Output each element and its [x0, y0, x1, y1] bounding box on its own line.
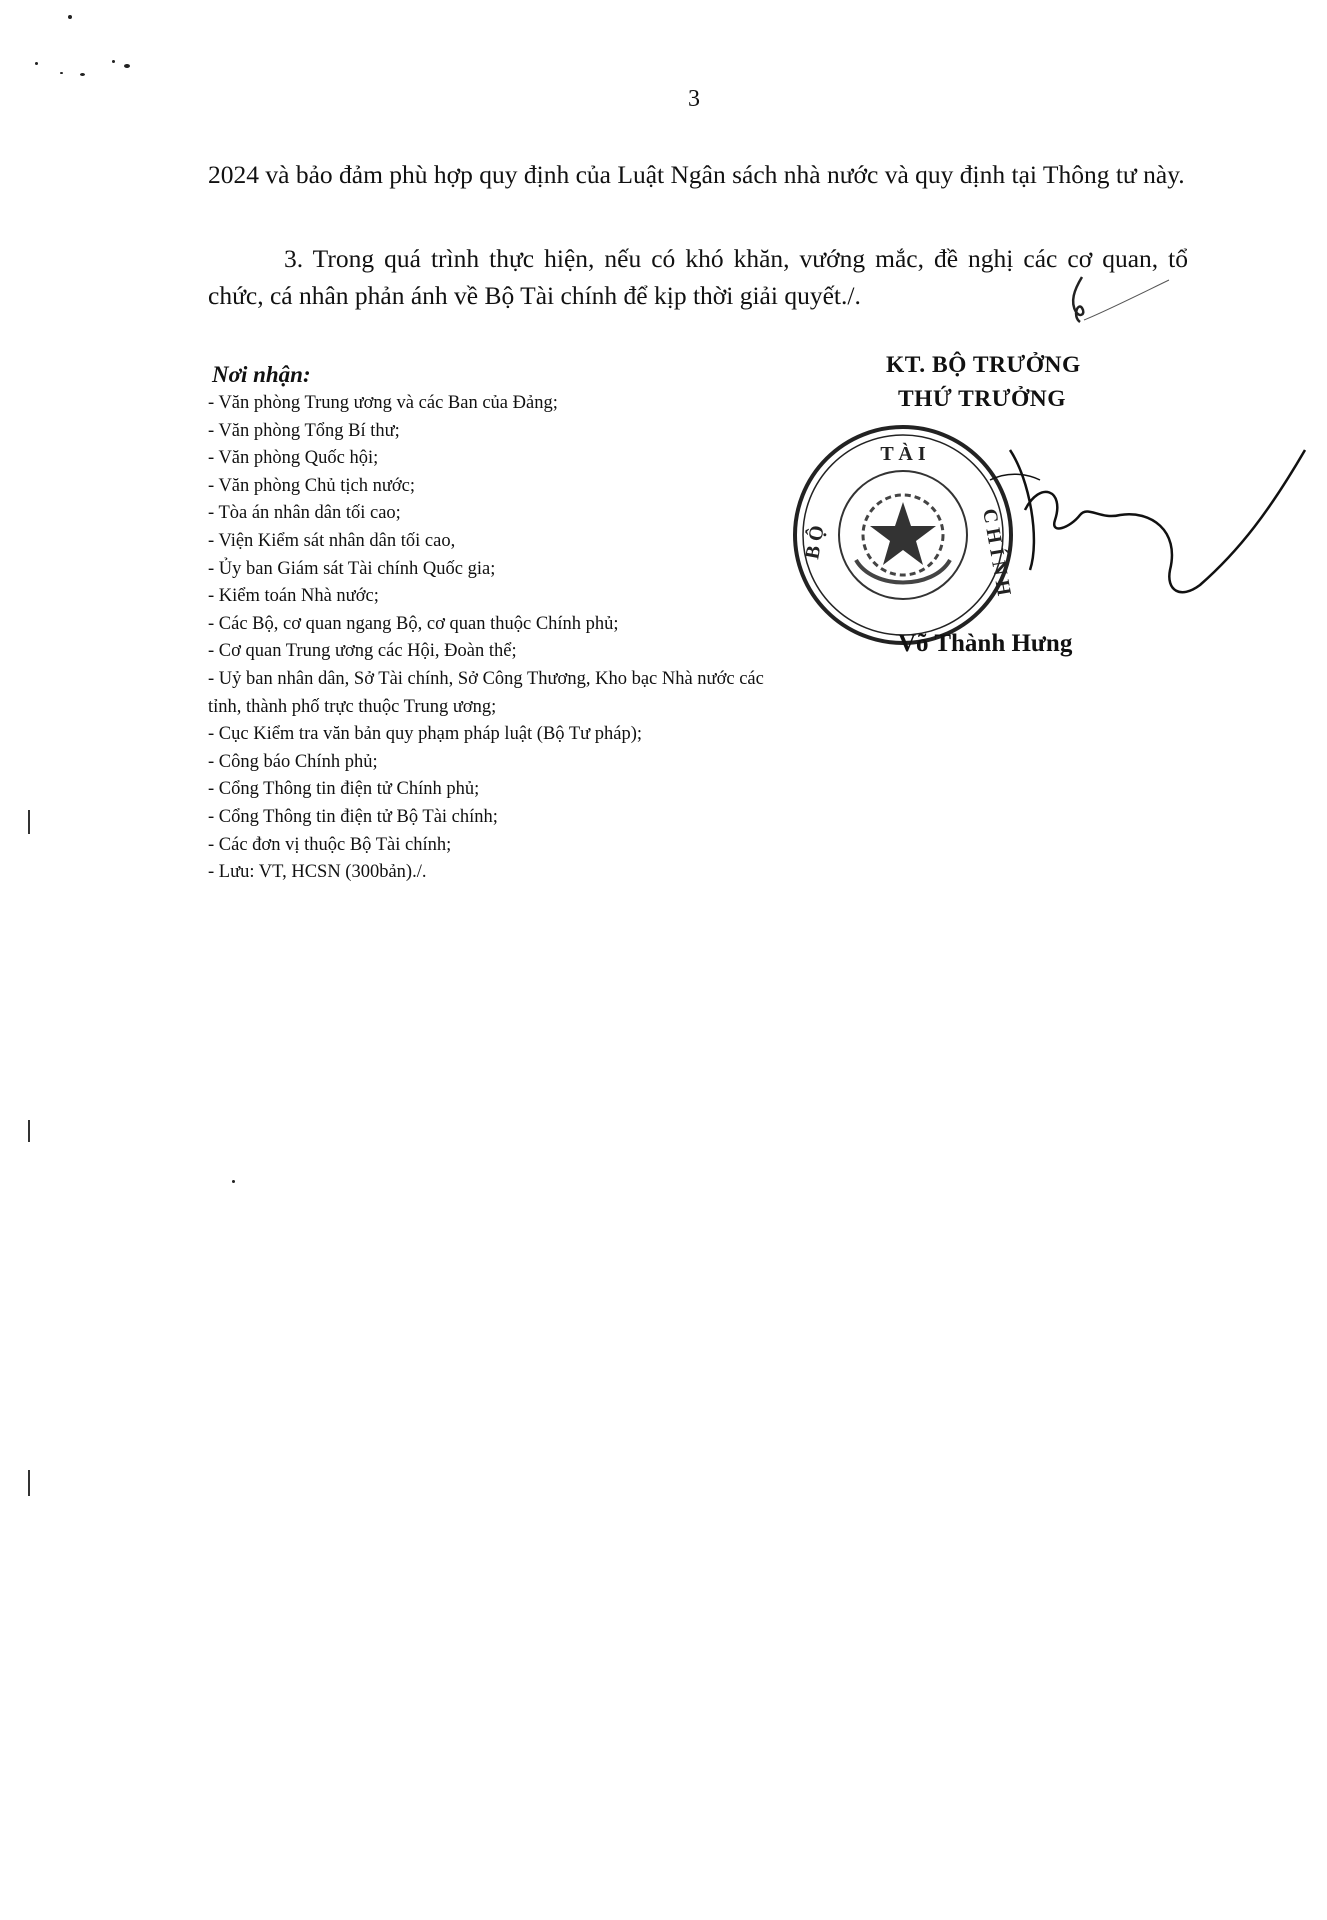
recipient-item: - Kiểm toán Nhà nước;: [208, 586, 379, 607]
signature-block: [800, 350, 1320, 690]
recipient-item: - Uỷ ban nhân dân, Sở Tài chính, Sở Công Thương, Kho bạc Nhà nước các tỉnh, thành phố trực thuộc Trung ương;: [208, 668, 764, 717]
scan-speck: [68, 15, 72, 19]
recipient-item: - Cổng Thông tin điện tử Chính phủ;: [208, 779, 480, 800]
handwritten-initial: [1064, 272, 1174, 332]
recipients-title: Nơi nhận:: [212, 362, 311, 387]
svg-text:T À I: T À I: [880, 443, 926, 465]
signer-title-line-2: THỨ TRƯỞNG: [898, 386, 1066, 412]
scan-margin-mark: [28, 810, 30, 834]
recipient-item: - Cổng Thông tin điện tử Bộ Tài chính;: [208, 806, 498, 827]
handwritten-signature: [970, 420, 1310, 620]
recipient-item: - Viện Kiểm sát nhân dân tối cao,: [208, 530, 456, 551]
signer-title-line-1: KT. BỘ TRƯỞNG: [886, 352, 1081, 378]
recipient-item: - Tòa án nhân dân tối cao;: [208, 503, 401, 524]
scan-speck: [35, 62, 38, 65]
recipient-item: - Lưu: VT, HCSN (300bản)./.: [208, 862, 427, 883]
signer-name: Võ Thành Hưng: [898, 630, 1073, 657]
scan-margin-mark: [28, 1120, 30, 1142]
recipient-item: - Văn phòng Tổng Bí thư;: [208, 420, 400, 441]
recipient-item: - Các Bộ, cơ quan ngang Bộ, cơ quan thuộc Chính phủ;: [208, 613, 619, 634]
recipient-item: - Công báo Chính phủ;: [208, 751, 378, 772]
svg-text:C H Í N H: C H Í N H: [978, 507, 1015, 598]
recipient-item: - Văn phòng Trung ương và các Ban của Đảng;: [208, 393, 558, 413]
recipient-item: - Các đơn vị thuộc Bộ Tài chính;: [208, 834, 452, 855]
svg-text:B Ộ: B Ộ: [801, 523, 829, 561]
scan-speck: [60, 72, 63, 74]
body-paragraph-2: 3. Trong quá trình thực hiện, nếu có khó khăn, vướng mắc, đề nghị các cơ quan, tổ chức, cá nhân phản ánh về Bộ Tài chính để kịp thời giải quyết./.: [208, 244, 1188, 310]
page-number: 3: [688, 86, 700, 112]
scan-speck: [232, 1180, 235, 1183]
recipients-list: [208, 362, 808, 887]
recipient-item: - Văn phòng Chủ tịch nước;: [208, 475, 416, 496]
recipient-item: - Cục Kiểm tra văn bản quy phạm pháp luật (Bộ Tư pháp);: [208, 724, 643, 745]
recipient-item: - Ủy ban Giám sát Tài chính Quốc gia;: [208, 558, 496, 579]
recipient-item: - Văn phòng Quốc hội;: [208, 448, 379, 469]
scan-margin-mark: [28, 1470, 30, 1496]
scan-speck: [112, 60, 115, 63]
scan-speck: [124, 64, 130, 68]
scan-speck: [80, 73, 85, 76]
body-paragraph-1: 2024 và bảo đảm phù hợp quy định của Luật Ngân sách nhà nước và quy định tại Thông tư này.: [208, 160, 1185, 189]
recipient-item: - Cơ quan Trung ương các Hội, Đoàn thể;: [208, 641, 517, 662]
